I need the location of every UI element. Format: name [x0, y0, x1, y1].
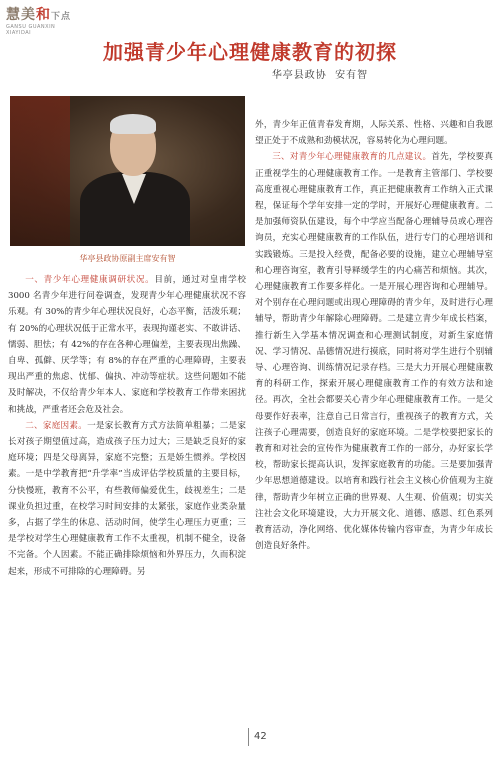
- logo-sub-line-2: XIAYIDAI: [6, 30, 32, 36]
- page-number-divider: [248, 728, 249, 746]
- left-column: [8, 272, 246, 580]
- logo-sub-line-1: GANSU GUANXIN: [6, 24, 56, 30]
- paragraph-text: 目前，通过对皇甫学校 3000 名青少年进行问卷调查，发现青少年心理健康状况不容乐观。有 30%的青少年心理状况良好，心态平衡，活泼乐观；有 20%的心理状况低于正常水平，表现拘谨老实、不敢讲话、懦弱、胆怯；有 42%的存在各种心理偏差，主要表现出焦躁、自卑、孤僻、厌学等；有 8%的存在严重的心理障碍，主要表现出严重的焦虑、忧郁、偏执、冲动等症状。这些问题如不能及时解决，不仅给青少年本人、家庭和学校教育工作带来困扰和挑战，严重者还会危及社会。: [8, 275, 246, 415]
- paragraph-text: 一是家长教育方式方法简单粗暴；二是家长对孩子期望值过高，造成孩子压力过大；三是缺乏良好的家庭环境；四是父母离异，家庭不完整；五是娇生惯养。学校因素。一是中学教育把“升学率”当成评估学校质量的主要目标，分快慢班，教育不公平，有些教师偏爱优生，歧视差生；二是课业负担过重，在校学习时间安排的太紧张，家庭作业类杂量多，占据了学生的休息、活动时间，使学生心理压力更重；三是学校对学生心理健康教育工作不太重视，机制不健全，设备不完备。个人因素。不能正确排除烦恼和外界压力，久而积淀起来，形成不可排除的心理障碍。另: [8, 420, 246, 577]
- section-heading-1: 一、青少年心理健康调研状况。: [25, 275, 155, 285]
- right-column: [255, 117, 493, 554]
- magazine-logo: [6, 4, 88, 38]
- section-heading-2: 二、家庭因素。: [25, 420, 88, 431]
- paragraph-suggestions: [255, 149, 493, 554]
- paragraph-continuation: 外，青少年正值青春发育期，人际关系、性格、兴趣和自我愿望正处于不成熟和劲模状况，容易转化为心理问题。: [255, 120, 493, 147]
- photo-caption: 华亭县政协原副主席安有智: [79, 254, 176, 263]
- author-byline: 华亭县政协 安有智: [271, 70, 369, 81]
- logo-wordmark: 慧美和下点: [6, 7, 72, 23]
- paragraph-text: 首先，学校要真正重视学生的心理健康教育工作。一是教育主管部门、学校要高度重视心理健康教育工作，真正把健康教育工作纳入正式课程，保证每个学年安排一定的学时，开展好心理健康教育。二是加强师资队伍建设，每个中学应当配备心理辅导员或心理咨询员，充实心理健康教育的工作队伍，进行专门的心理培训和实践锻炼。三是投入经费，配备必要的设施，建立心理辅导室和心理咨询室，教育引导释缓学生的内心痛苦和烦恼。其次，心理健康教育工作要多样化。一是开展心理咨询和心理辅导。对个别存在心理问题或出现心理障碍的青少年，及时进行心理辅导，帮助青少年解除心理障碍。二是建立青少年成长档案，推行新生入学基本情况调查和心理测试制度，对新生家庭情况、学习情况、品德情况进行摸底，同时将对学生进行个别辅导、心理咨询、训练情况记录存档。三是大力开展心理健康教育的科研工作，探索开展心理健康教育工作的有效方法和途径。再次，全社会都要关心青少年心理健康教育工作。一是父母要作好表率，注意自己日常言行，重视孩子的教育方式，关注孩子心理需要，创造良好的家庭环境。二是学校要把家长的教育和对社会的宣传作为健康教育工作的一部分，办好家长学校，帮助家长提高认识，发挥家庭教育的功能。三是要加强青少年思想道德建设。以培育和践行社会主义核心价值观为主旋律，帮助青少年树立正确的世界观、人生观、价值观；切实关注社会文化环境建设，大力开展文化、道德、感恩、红色系列教育活动，净化网络、优化媒体传输内容审查，为青少年成长创造良好条件。: [255, 152, 493, 552]
- photo-figure-hair: [110, 114, 156, 134]
- photo-background-flag: [10, 96, 70, 246]
- article-title: 加强青少年心理健康教育的初探: [103, 40, 397, 64]
- section-heading-3: 三、对青少年心理健康教育的几点建议。: [272, 152, 432, 163]
- author-photo: [10, 96, 245, 246]
- paragraph-causes: [8, 418, 246, 580]
- page-number: 42: [254, 731, 267, 742]
- paragraph-survey: [8, 272, 246, 418]
